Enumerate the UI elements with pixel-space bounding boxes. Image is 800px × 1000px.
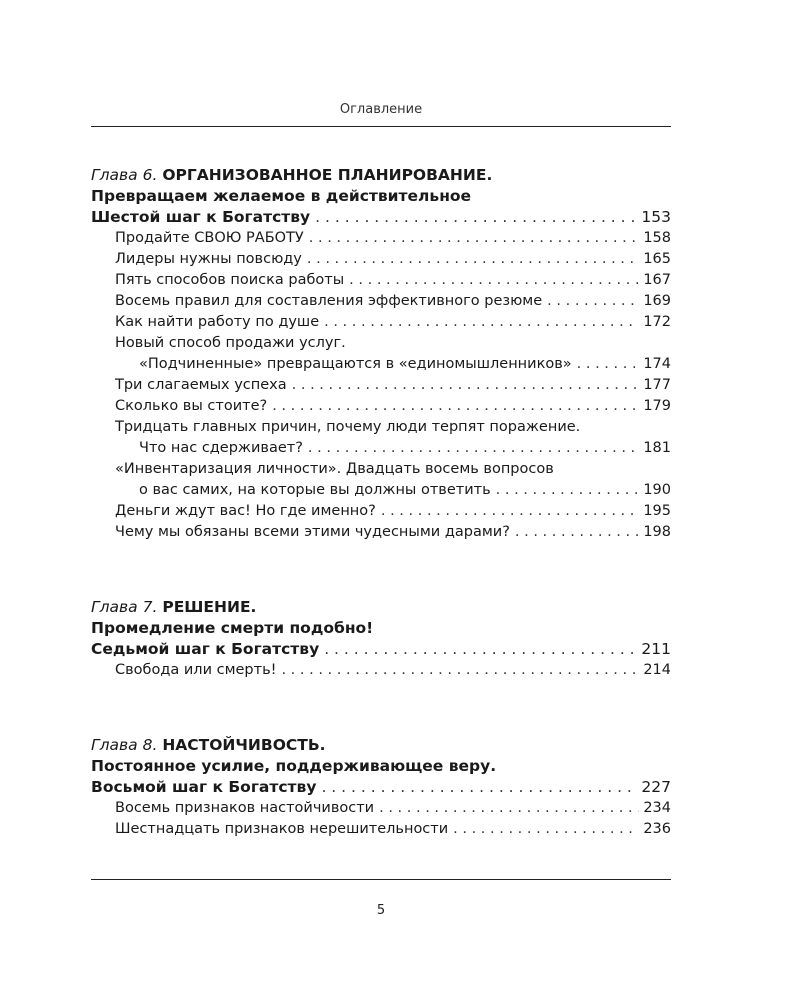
header-rule — [91, 126, 671, 127]
chapter-heading — [91, 165, 671, 186]
toc-entry-continuation — [91, 354, 671, 375]
toc-entry-continuation — [91, 438, 671, 459]
page-number: 179 — [643, 398, 671, 414]
chapter-6 — [91, 165, 671, 543]
toc-entry-title-line2: Что нас сдерживает? — [139, 440, 303, 456]
dot-leader — [349, 270, 639, 291]
toc-entry-title: Восемь признаков настойчивости — [115, 800, 375, 816]
toc-entry-title: Как найти работу по душе — [115, 314, 320, 330]
chapter-subtitle: Промедление смерти подобно! — [91, 619, 374, 637]
toc-entry[interactable] — [91, 660, 671, 681]
page-number: 174 — [643, 356, 671, 372]
toc-entry-title-line1: Тридцать главных причин, почему люди терпят поражение. — [115, 419, 581, 435]
page-number: 195 — [643, 503, 671, 519]
page-number: 190 — [643, 482, 671, 498]
chapter-step-row[interactable] — [91, 777, 671, 798]
toc-entry-title: Деньги ждут вас! Но где именно? — [115, 503, 376, 519]
page-number: 169 — [643, 293, 671, 309]
dot-leader — [453, 819, 639, 840]
page-number: 227 — [641, 778, 671, 796]
dot-leader — [379, 798, 639, 819]
chapter-subtitle: Превращаем желаемое в действительное — [91, 187, 472, 205]
dot-leader — [292, 375, 640, 396]
page-number: 153 — [641, 208, 671, 226]
toc-entry[interactable] — [91, 291, 671, 312]
toc-entry-title: Сколько вы стоите? — [115, 398, 268, 414]
dot-leader — [547, 291, 639, 312]
toc-entry[interactable] — [91, 249, 671, 270]
chapter-label: Глава 8. — [91, 736, 158, 754]
chapter-step-row[interactable] — [91, 207, 671, 228]
toc-entry[interactable] — [91, 396, 671, 417]
dot-leader — [321, 777, 637, 798]
running-head: Оглавление — [339, 102, 423, 117]
toc-entry-title: Свобода или смерть! — [115, 662, 277, 678]
chapter-7 — [91, 597, 671, 681]
page-number: 181 — [643, 440, 671, 456]
chapter-step: Седьмой шаг к Богатству — [91, 640, 320, 658]
dot-leader — [281, 660, 639, 681]
toc-entry-title: Чему мы обязаны всеми этими чудесными дарами? — [115, 524, 510, 540]
page-number: 177 — [643, 377, 671, 393]
dot-leader — [381, 501, 639, 522]
chapter-name: РЕШЕНИЕ. — [162, 598, 257, 616]
toc-entry-title: Восемь правил для составления эффективного резюме — [115, 293, 543, 309]
page-number: 165 — [643, 251, 671, 267]
chapter-heading — [91, 735, 671, 756]
dot-leader — [577, 354, 640, 375]
toc-entry[interactable] — [91, 819, 671, 840]
page-number: 172 — [643, 314, 671, 330]
chapter-step: Восьмой шаг к Богатству — [91, 778, 317, 796]
dot-leader — [307, 249, 639, 270]
page-number: 167 — [643, 272, 671, 288]
toc-entry[interactable] — [91, 270, 671, 291]
toc-entry-title-line2: «Подчиненные» превращаются в «единомышленников» — [139, 356, 572, 372]
chapter-subtitle: Постоянное усилие, поддерживающее веру. — [91, 757, 497, 775]
page-number: 211 — [641, 640, 671, 658]
toc-entry-title: Продайте СВОЮ РАБОТУ — [115, 230, 304, 246]
dot-leader — [308, 438, 639, 459]
toc-entry-title-line1: «Инвентаризация личности». Двадцать восемь вопросов — [115, 461, 554, 477]
toc-entry-title-line2: о вас самих, на которые вы должны ответить — [139, 482, 491, 498]
chapter-step-row[interactable] — [91, 639, 671, 660]
toc-entry[interactable] — [91, 375, 671, 396]
dot-leader — [324, 312, 639, 333]
chapter-step: Шестой шаг к Богатству — [91, 208, 311, 226]
chapter-name: ОРГАНИЗОВАННОЕ ПЛАНИРОВАНИЕ. — [162, 166, 493, 184]
page-number-footer: 5 — [376, 903, 386, 918]
toc-entry-multiline[interactable] — [91, 417, 671, 459]
toc-entry[interactable] — [91, 501, 671, 522]
chapter-label: Глава 7. — [91, 598, 158, 616]
dot-leader — [324, 639, 637, 660]
page-number: 198 — [643, 524, 671, 540]
dot-leader — [309, 228, 640, 249]
dot-leader — [496, 480, 640, 501]
chapter-label: Глава 6. — [91, 166, 158, 184]
dot-leader — [272, 396, 639, 417]
toc-entry[interactable] — [91, 798, 671, 819]
toc-entry[interactable] — [91, 522, 671, 543]
footer-rule — [91, 879, 671, 880]
page-number: 236 — [643, 821, 671, 837]
page-number: 234 — [643, 800, 671, 816]
toc-entry[interactable] — [91, 312, 671, 333]
page-number: 214 — [643, 662, 671, 678]
dot-leader — [515, 522, 639, 543]
toc-entry-title: Лидеры нужны повсюду — [115, 251, 302, 267]
toc-entry-continuation — [91, 480, 671, 501]
chapter-heading — [91, 597, 671, 618]
chapter-8 — [91, 735, 671, 840]
toc-entry[interactable] — [91, 228, 671, 249]
toc-entry-title: Пять способов поиска работы — [115, 272, 345, 288]
toc-entry-multiline[interactable] — [91, 459, 671, 501]
toc-entry-title: Шестнадцать признаков нерешительности — [115, 821, 449, 837]
chapter-name: НАСТОЙЧИВОСТЬ. — [162, 736, 326, 754]
page-number: 158 — [643, 230, 671, 246]
toc-entry-multiline[interactable] — [91, 333, 671, 375]
dot-leader — [315, 207, 637, 228]
toc-entry-title: Три слагаемых успеха — [115, 377, 287, 393]
toc-entry-title-line1: Новый способ продажи услуг. — [115, 335, 346, 351]
